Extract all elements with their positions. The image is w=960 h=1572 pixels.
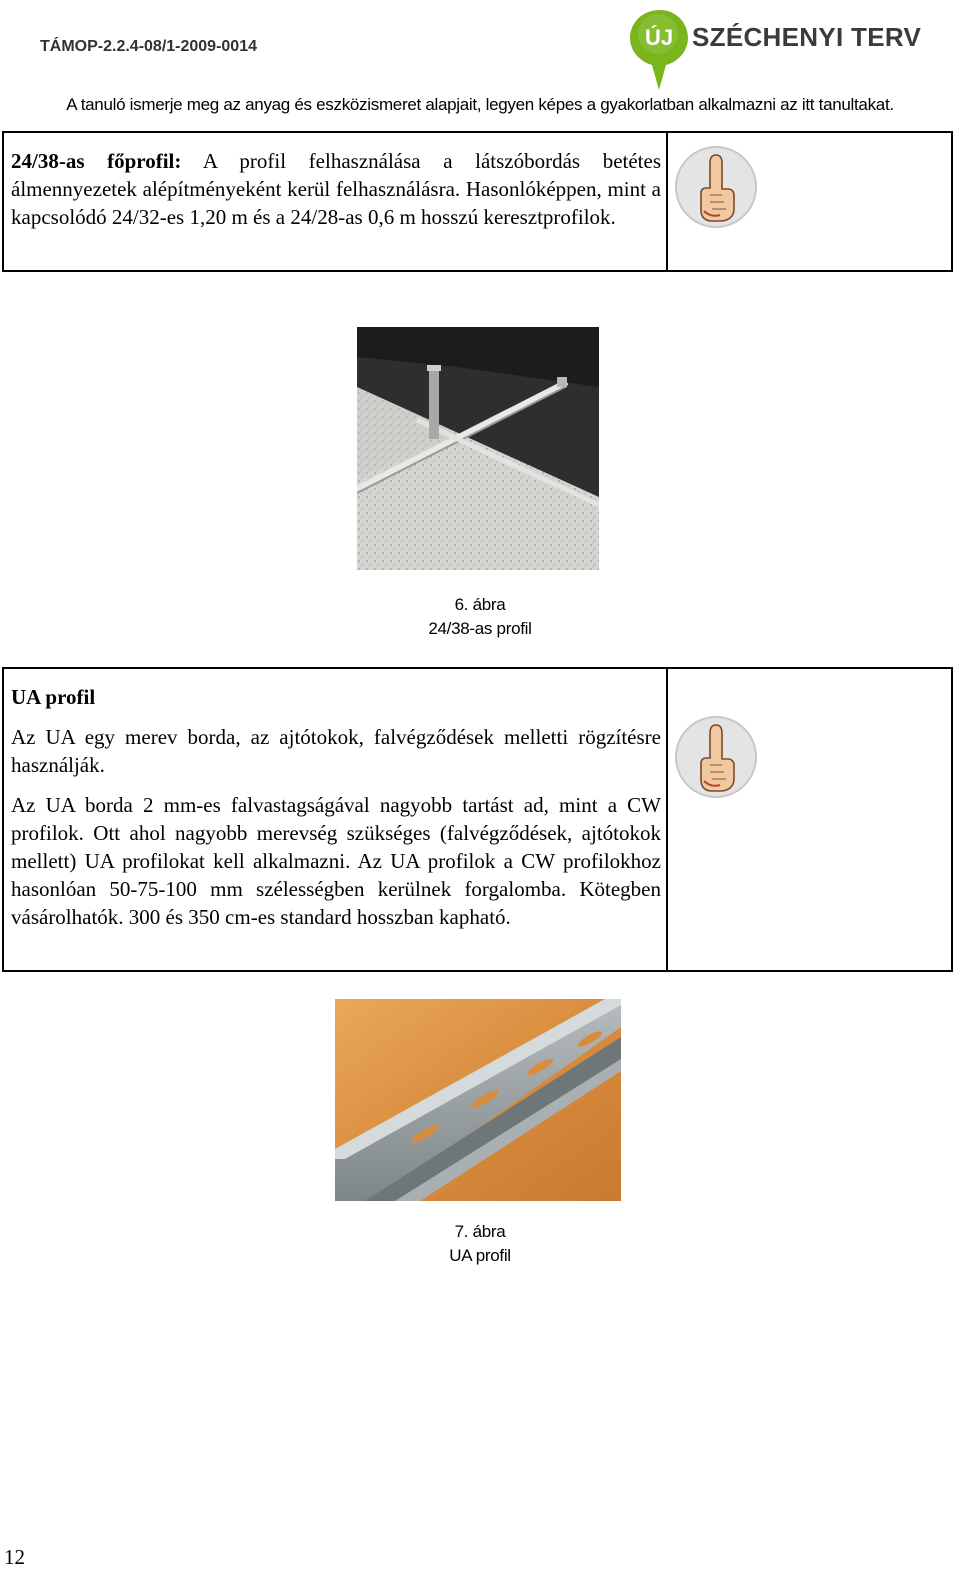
box-body: A profil felhasználása a látszóbordás betétes álmennyezetek alépítményeként kerül felhasználásra. Hasonlóképpen, mint a kapcsolódó 24/32-es 1,20 m és a 24/28-as 0,6 m hosszú keresztprofilok. [11,149,662,229]
box-paragraph-1: Az UA egy merev borda, az ajtótokok, falvégződések melletti rögzítésre használják. [11,725,661,777]
box-text [11,683,661,931]
box-column-divider [666,133,668,270]
figure-6-ceiling-profile-photo [357,327,599,570]
figure-7-number: 7. ábra [454,1222,506,1241]
page-subtitle: A tanuló ismerje meg az anyag és eszközismeret alapjait, legyen képes a gyakorlatban alkalmazni az itt tanultakat. [66,95,894,114]
info-box-ua-profile [2,667,953,972]
page-number: 12 [4,1545,25,1569]
figure-6-title: 24/38-as profil [428,619,532,638]
box-lead: 24/38-as főprofil: [11,149,182,173]
figure-6-caption [0,593,960,641]
project-code: TÁMOP-2.2.4-08/1-2009-0014 [40,38,257,55]
figure-7-caption [0,1220,960,1268]
box-paragraph-2: Az UA borda 2 mm-es falvastagságával nagyobb tartást ad, mint a CW profilok. Ott ahol nagyobb merevség szükséges (falvégződések, ajtótokok mellett) UA profilokat kell alkalmazni. Az UA profilok a CW profilokhoz hasonlóan 50-75-100 mm szélességben kerülnek forgalomba. Kötegben vásárolhatók. 300 és 350 cm-es standard hosszban kapható. [11,793,661,929]
figure-6-number: 6. ábra [454,595,506,614]
figure-7-title: UA profil [449,1246,511,1265]
box-heading: UA profil [11,685,96,709]
box-text [11,147,661,231]
logo-text: SZÉCHENYI TERV [692,22,922,52]
figure-7-ua-profile-photo [335,999,621,1201]
pointing-hand-icon [674,715,758,799]
pointing-hand-icon [674,145,758,229]
box-column-divider [666,669,668,970]
logo-badge: ÚJ [644,25,674,50]
info-box-main-profile [2,131,953,272]
